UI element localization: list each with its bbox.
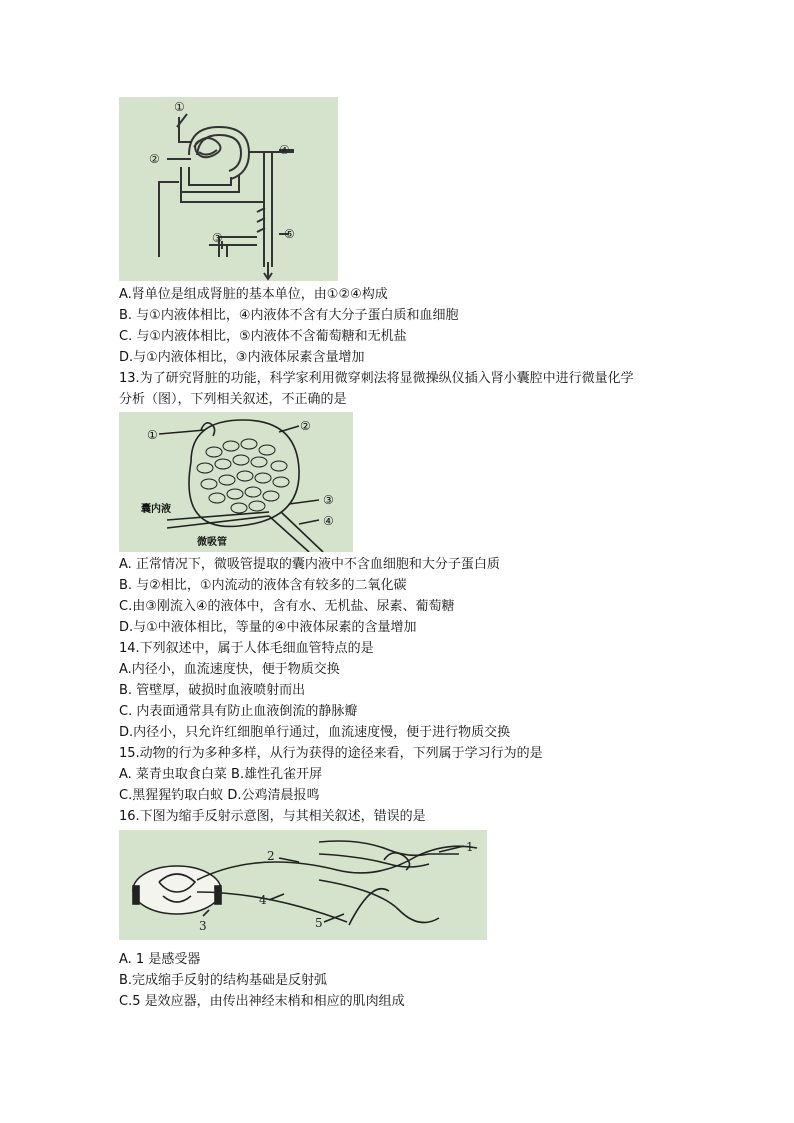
nephron-label-4: ④ (279, 143, 290, 157)
q13-option-b: B. 与②相比，①内流动的液体含有较多的二氧化碳 (119, 578, 407, 593)
reflex-arc-figure (119, 830, 487, 940)
q13-stem-line1: 13.为了研究肾脏的功能，科学家利用微穿刺法将显微操纵仪插入肾小囊腔中进行微量化学 (119, 371, 634, 386)
reflex-label-2: 2 (267, 849, 275, 863)
capsule-fluid-label: 囊内液 (141, 504, 171, 515)
capsule-micropuncture-figure (119, 412, 353, 552)
nephron-label-2: ② (149, 152, 160, 166)
q12-option-c: C. 与①内液体相比，⑤内液体不含葡萄糖和无机盐 (119, 329, 407, 344)
q16-option-a: A. 1 是感受器 (119, 952, 201, 967)
q13-stem-line2: 分析（图），下列相关叙述，不正确的是 (119, 392, 347, 407)
capsule-label-4: ④ (323, 514, 334, 528)
q12-option-b: B. 与①内液体相比，④内液体不含有大分子蛋白质和血细胞 (119, 308, 459, 323)
capsule-label-1: ① (147, 428, 158, 442)
q14-stem: 14.下列叙述中，属于人体毛细血管特点的是 (119, 641, 374, 656)
q15-options-ab: A. 菜青虫取食白菜 B.雄性孔雀开屏 (119, 767, 323, 782)
reflex-label-3: 3 (199, 919, 207, 933)
q12-option-a: A.肾单位是组成肾脏的基本单位，由①②④构成 (119, 287, 388, 302)
nephron-label-5: ⑤ (284, 227, 295, 241)
capsule-label-2: ② (300, 419, 311, 433)
reflex-label-5: 5 (315, 916, 323, 930)
q16-stem: 16.下图为缩手反射示意图，与其相关叙述，错误的是 (119, 809, 426, 824)
q14-option-d: D.内径小，只允许红细胞单行通过，血流速度慢，便于进行物质交换 (119, 725, 511, 740)
q16-option-c: C.5 是效应器，由传出神经末梢和相应的肌肉组成 (119, 994, 405, 1009)
capsule-label-3: ③ (323, 493, 334, 507)
nephron-label-3: ③ (212, 231, 223, 245)
nephron-figure (119, 97, 338, 281)
q14-option-b: B. 管壁厚，破损时血液喷射而出 (119, 683, 306, 698)
pipette-label: 微吸管 (197, 537, 227, 548)
q14-option-c: C. 内表面通常具有防止血液倒流的静脉瓣 (119, 704, 358, 719)
q15-options-cd: C.黑猩猩钓取白蚁 D.公鸡清晨报鸣 (119, 788, 320, 803)
q12-option-d: D.与①内液体相比，③内液体尿素含量增加 (119, 350, 365, 365)
q13-option-c: C.由③刚流入④的液体中，含有水、无机盐、尿素、葡萄糖 (119, 599, 455, 614)
reflex-label-4: 4 (259, 893, 267, 907)
q13-option-d: D.与①中液体相比，等量的④中液体尿素的含量增加 (119, 620, 417, 635)
q14-option-a: A.内径小，血流速度快，便于物质交换 (119, 662, 340, 677)
nephron-label-1: ① (174, 100, 185, 114)
q13-option-a: A. 正常情况下，微吸管提取的囊内液中不含血细胞和大分子蛋白质 (119, 557, 500, 572)
q16-option-b: B.完成缩手反射的结构基础是反射弧 (119, 973, 328, 988)
q15-stem: 15.动物的行为多种多样，从行为获得的途径来看，下列属于学习行为的是 (119, 746, 543, 761)
reflex-label-1: 1 (466, 840, 474, 854)
